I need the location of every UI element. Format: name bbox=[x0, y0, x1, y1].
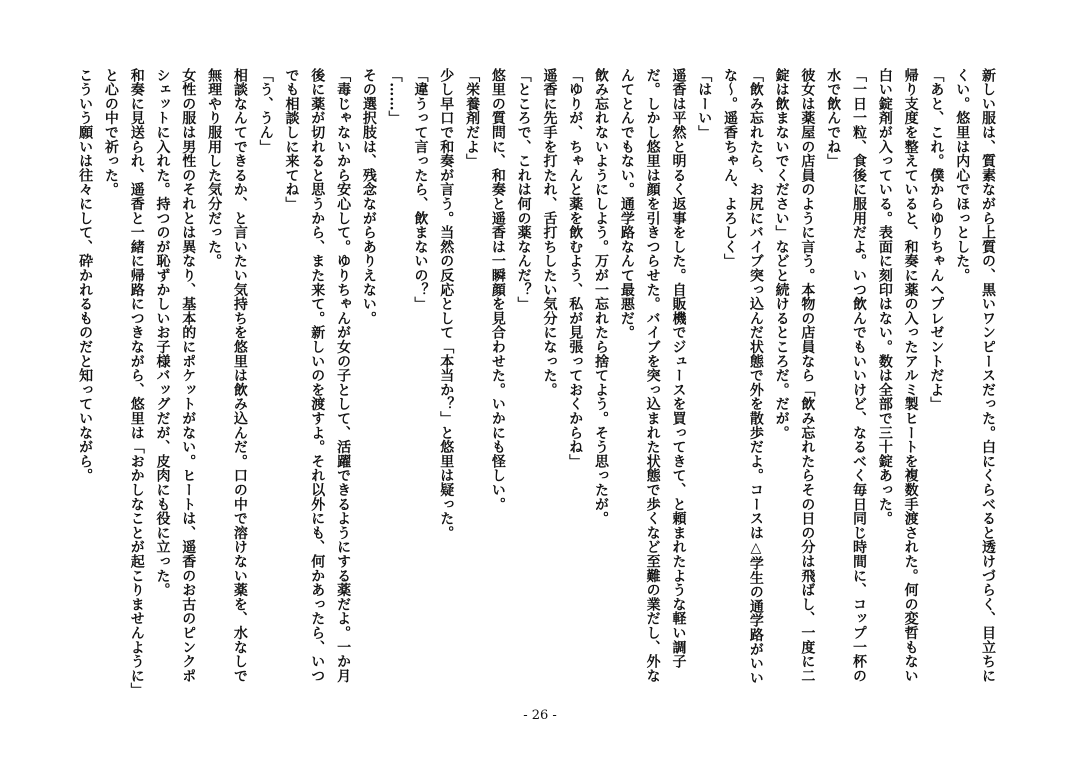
paragraph: 「飲み忘れたら、お尻にバイブ突っ込んだ状態で外を散歩だよ。コースは△学生の通学路がいいな～。遥香ちゃん、よろしく」 bbox=[722, 68, 764, 685]
paragraph: 「毒じゃないから安心して。ゆりちゃんが女の子として、活躍できるようにする薬だよ。一か月後に薬が切れると思うから、また来て。新しいのを渡すよ。それ以外にも、何かあったら、いつでも相談しに来てね」 bbox=[283, 68, 352, 683]
paragraph: 「違うって言ったら、飲まないの？」 bbox=[412, 68, 429, 312]
paragraph: こういう願いは往々にして、砕かれるものだと知っていながら。 bbox=[77, 68, 94, 483]
paragraph: 悠里の質問に、和奏と遥香は一瞬顔を見合わせた。いかにも怪しい。 bbox=[489, 68, 506, 512]
page-number: - 26 - bbox=[523, 708, 557, 723]
vertical-text-body bbox=[77, 68, 1000, 694]
paragraph: 相談なんてできるか、と言いたい気持ちを悠里は飲み込んだ。口の中で溶けない薬を、水なしで無理やり服用した気分だった。 bbox=[206, 68, 248, 683]
paragraph: 女性の服は男性のそれとは異なり、基本的にポケットがない。ヒートは、遥香のお古のピンクポシェットに入れた。持つのが恥ずかしいお子様バッグだが、皮肉にも役に立った。 bbox=[154, 68, 197, 683]
paragraph: 「一日一粒、食後に服用だよ。いつ飲んでもいいけど、なるべく毎日同じ時間に、コップ一杯の水で飲んでね」 bbox=[825, 68, 868, 683]
paragraph: 「栄養剤だよ」 bbox=[464, 68, 481, 169]
paragraph: 新しい服は、質素ながら上質の、黒いワンピースだった。白にくらべると透けづらく、目立ちにくい。悠里は内心でほっとした。 bbox=[954, 68, 996, 683]
paragraph: その選択肢は、残念ながらありえない。 bbox=[360, 68, 377, 326]
paragraph: 和奏に見送られ、遥香と一緒に帰路につきながら、悠里は「おかしなことが起こりませんように」と心の中で祈った。 bbox=[102, 68, 145, 691]
paragraph: 「……」 bbox=[386, 68, 403, 126]
paragraph: 彼女は薬屋の店員のように言う。本物の店員なら「飲み忘れたらその日の分は飛ばし、一度に二錠は飲まないでください」などと続けるところだ。だが。 bbox=[773, 68, 816, 683]
paragraph: 「ところで、これは何の薬なんだ？」 bbox=[515, 68, 532, 312]
paragraph: 遥香に先手を打たれ、舌打ちしたい気分になった。 bbox=[541, 68, 558, 397]
paragraph: 飲み忘れないようにしよう。万が一忘れたら捨てよう。そう思ったが。 bbox=[593, 68, 610, 526]
paragraph: 遥香は平然と明るく返事をした。自販機でジュースを買ってきて、と頼まれたような軽い調子だ。しかし悠里は顔を引きつらせた。バイブを突っ込まれた状態で歩くなど至難の業だし、外なんてとんでもない。通学路なんて最悪だ。 bbox=[618, 68, 687, 683]
paragraph: 「あと、これ。僕からゆりちゃんへプレゼントだよ」 bbox=[928, 68, 945, 412]
paragraph: 少し早口で和奏が言う。当然の反応として「本当か？」と悠里は疑った。 bbox=[438, 68, 455, 540]
paragraph: 帰り支度を整えていると、和奏に薬の入ったアルミ製ヒートを複数手渡された。何の変哲もない白い錠剤が入っている。表面に刻印はない。数は全部で三十錠あった。 bbox=[876, 68, 919, 683]
paragraph: 「はーい」 bbox=[696, 68, 713, 140]
paragraph: 「ゆりが、ちゃんと薬を飲むよう、私が見張っておくからね」 bbox=[567, 68, 584, 469]
paragraph: 「う、うん」 bbox=[257, 68, 274, 154]
